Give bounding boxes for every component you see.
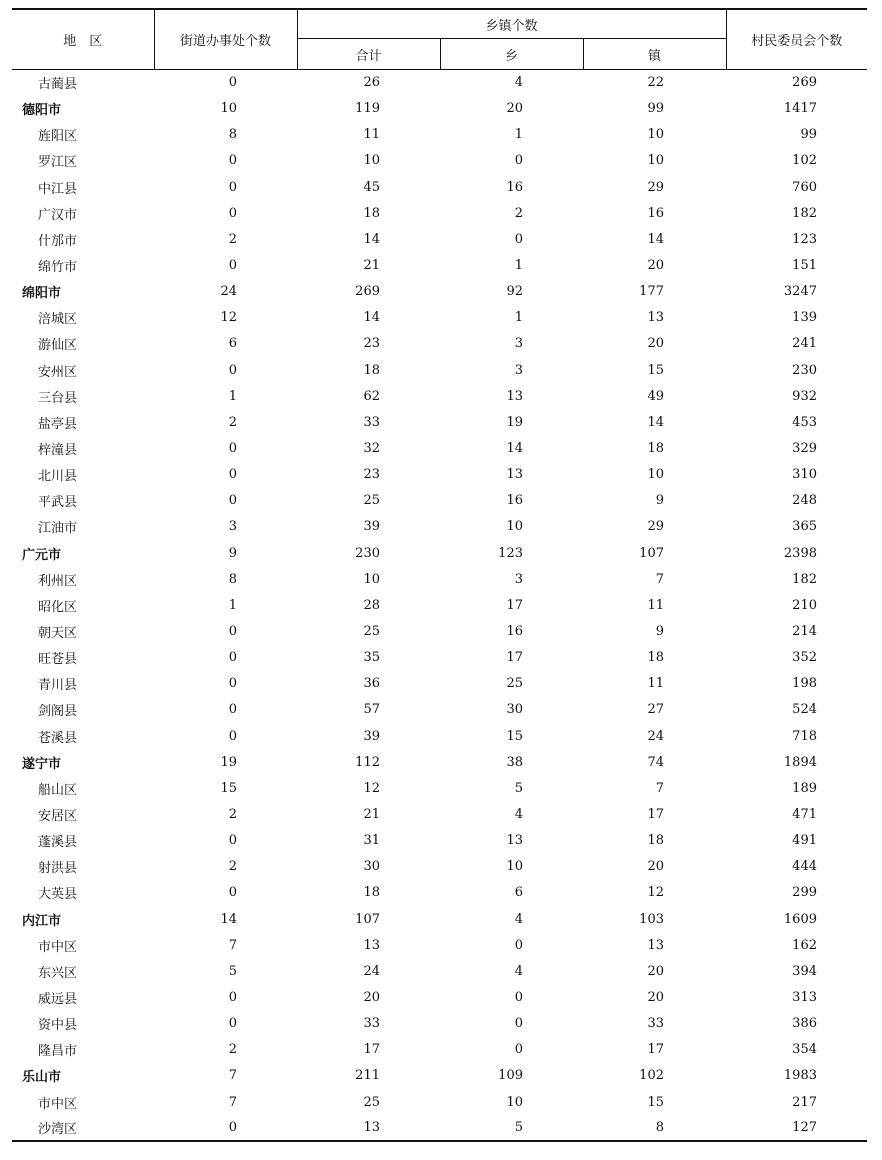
village-committee-count: 99 — [800, 127, 817, 143]
village-committee-count: 182 — [792, 571, 817, 587]
zhen-count: 20 — [647, 258, 664, 274]
township-total: 23 — [363, 467, 380, 483]
county-row — [12, 645, 867, 671]
xiang-count: 16 — [506, 179, 523, 195]
township-total: 21 — [363, 807, 380, 822]
county-row — [12, 305, 867, 331]
village-committee-count: 524 — [792, 702, 817, 718]
village-committee-count: 932 — [792, 388, 817, 404]
row-name: 绵阳市 — [22, 286, 62, 302]
township-total: 31 — [363, 833, 380, 849]
county-row — [12, 383, 867, 409]
zhen-count: 177 — [639, 284, 664, 300]
xiang-count: 13 — [506, 388, 523, 404]
row-name: 乐山市 — [22, 1070, 62, 1086]
village-committee-count: 127 — [726, 1115, 867, 1141]
township-total: 18 — [363, 205, 380, 221]
row-name: 什邡市 — [38, 233, 78, 249]
township-total: 45 — [363, 179, 380, 195]
street-office-count: 8 — [228, 571, 237, 587]
township-total: 18 — [363, 885, 380, 901]
row-name: 青川县 — [38, 678, 78, 694]
xiang-count: 4 — [514, 807, 523, 822]
village-committee-count: 329 — [792, 441, 817, 457]
statistics-table — [12, 8, 867, 1142]
county-row — [12, 148, 867, 174]
county-row — [12, 200, 867, 226]
xiang-count: 1 — [514, 258, 523, 274]
county-row — [12, 828, 867, 854]
xiang-count: 0 — [514, 1016, 523, 1032]
street-office-count: 2 — [228, 1042, 237, 1058]
city-row — [12, 1063, 867, 1089]
county-row — [12, 252, 867, 278]
xiang-count: 30 — [506, 702, 523, 718]
zhen-count: 11 — [647, 597, 664, 613]
zhen-count: 27 — [647, 702, 664, 718]
village-committee-count: 1894 — [783, 754, 817, 770]
village-committee-count: 1417 — [783, 101, 817, 117]
township-total: 17 — [363, 1042, 380, 1058]
xiang-count: 1 — [514, 310, 523, 326]
zhen-count: 17 — [647, 807, 664, 822]
street-office-count: 0 — [228, 833, 237, 849]
township-total: 33 — [363, 414, 380, 430]
street-office-count: 6 — [228, 336, 237, 352]
township-total: 28 — [363, 597, 380, 613]
zhen-count: 15 — [647, 1094, 664, 1110]
township-total: 25 — [363, 624, 380, 640]
county-row — [12, 984, 867, 1010]
county-row — [12, 357, 867, 383]
zhen-count: 11 — [647, 676, 664, 692]
row-name: 剑阁县 — [38, 704, 78, 720]
village-committee-count: 248 — [792, 493, 817, 509]
zhen-count: 103 — [639, 911, 664, 927]
row-name: 江油市 — [38, 521, 78, 537]
city-row — [12, 279, 867, 305]
xiang-count: 109 — [498, 1068, 523, 1084]
row-name: 船山区 — [38, 782, 78, 798]
row-name: 旌阳区 — [38, 129, 78, 145]
township-total: 230 — [355, 545, 380, 561]
street-office-count: 7 — [228, 1094, 237, 1110]
row-name: 东兴区 — [38, 965, 78, 981]
village-committee-count: 1609 — [783, 911, 817, 927]
village-committee-count: 230 — [792, 362, 817, 378]
header-street-offices: 街道办事处个数 — [154, 9, 297, 70]
village-committee-count: 313 — [792, 989, 817, 1005]
row-name: 盐亭县 — [38, 416, 78, 432]
row-name: 安居区 — [38, 809, 78, 824]
township-total: 30 — [363, 859, 380, 875]
city-row — [12, 749, 867, 775]
row-name: 利州区 — [38, 573, 78, 589]
village-committee-count: 189 — [792, 780, 817, 796]
zhen-count: 8 — [583, 1115, 726, 1141]
village-committee-count: 354 — [792, 1042, 817, 1058]
xiang-count: 5 — [440, 1115, 583, 1141]
row-name: 蓬溪县 — [38, 835, 78, 851]
city-row — [12, 96, 867, 122]
zhen-count: 24 — [647, 728, 664, 744]
street-office-count: 14 — [220, 911, 237, 927]
header-xiang: 乡 — [440, 39, 583, 70]
xiang-count: 1 — [514, 127, 523, 143]
village-committee-count: 214 — [792, 624, 817, 640]
zhen-count: 14 — [647, 231, 664, 247]
village-committee-count: 471 — [792, 807, 817, 822]
street-office-count: 0 — [228, 1016, 237, 1032]
row-name: 罗江区 — [38, 155, 78, 171]
row-name: 隆昌市 — [38, 1044, 78, 1060]
street-office-count: 2 — [228, 231, 237, 247]
header-townships: 乡镇个数 — [297, 9, 726, 39]
street-office-count: 2 — [228, 807, 237, 822]
row-name: 射洪县 — [38, 861, 78, 877]
table-body — [12, 70, 867, 1142]
zhen-count: 9 — [655, 624, 664, 640]
row-name: 遂宁市 — [22, 756, 62, 772]
zhen-count: 13 — [647, 937, 664, 953]
row-name: 市中区 — [38, 1096, 78, 1112]
township-total: 25 — [363, 493, 380, 509]
xiang-count: 16 — [506, 493, 523, 509]
street-office-count: 10 — [220, 101, 237, 117]
xiang-count: 3 — [514, 336, 523, 352]
xiang-count: 0 — [514, 989, 523, 1005]
township-total: 25 — [363, 1094, 380, 1110]
county-row — [12, 723, 867, 749]
xiang-count: 0 — [514, 1042, 523, 1058]
table-header — [12, 9, 867, 70]
xiang-count: 0 — [514, 153, 523, 169]
township-total: 18 — [363, 362, 380, 378]
village-committee-count: 444 — [792, 859, 817, 875]
township-total: 14 — [363, 310, 380, 326]
xiang-count: 0 — [514, 231, 523, 247]
zhen-count: 10 — [647, 467, 664, 483]
street-office-count: 2 — [228, 859, 237, 875]
village-committee-count: 1983 — [783, 1068, 817, 1084]
zhen-count: 9 — [655, 493, 664, 509]
county-row — [12, 226, 867, 252]
village-committee-count: 718 — [792, 728, 817, 744]
township-total: 39 — [363, 728, 380, 744]
zhen-count: 20 — [647, 336, 664, 352]
xiang-count: 2 — [514, 205, 523, 221]
county-row — [12, 775, 867, 801]
street-office-count: 0 — [228, 75, 237, 91]
xiang-count: 17 — [506, 650, 523, 666]
county-row — [12, 174, 867, 200]
row-name: 旺苍县 — [38, 652, 78, 668]
xiang-count: 13 — [506, 467, 523, 483]
county-row — [12, 70, 867, 96]
zhen-count: 10 — [647, 153, 664, 169]
zhen-count: 29 — [647, 519, 664, 535]
township-total: 21 — [363, 258, 380, 274]
row-name: 平武县 — [38, 495, 78, 511]
county-row — [12, 566, 867, 592]
street-office-count: 7 — [228, 1068, 237, 1084]
xiang-count: 3 — [514, 362, 523, 378]
village-committee-count: 352 — [792, 650, 817, 666]
county-row — [12, 122, 867, 148]
street-office-count: 12 — [220, 310, 237, 326]
row-name: 古蔺县 — [38, 77, 78, 93]
zhen-count: 7 — [655, 780, 664, 796]
village-committee-count: 151 — [792, 258, 817, 274]
zhen-count: 102 — [639, 1068, 664, 1084]
xiang-count: 15 — [506, 728, 523, 744]
village-committee-count: 453 — [792, 414, 817, 430]
xiang-count: 20 — [506, 101, 523, 117]
street-office-count: 2 — [228, 414, 237, 430]
xiang-count: 0 — [514, 937, 523, 953]
street-office-count: 19 — [220, 754, 237, 770]
county-row — [12, 409, 867, 435]
county-row — [12, 1011, 867, 1037]
zhen-count: 18 — [647, 650, 664, 666]
county-row — [12, 514, 867, 540]
zhen-count: 10 — [647, 127, 664, 143]
street-office-count: 7 — [228, 937, 237, 953]
village-committee-count: 3247 — [783, 284, 817, 300]
county-row — [12, 618, 867, 644]
zhen-count: 18 — [647, 441, 664, 457]
xiang-count: 4 — [514, 963, 523, 979]
county-row — [12, 435, 867, 461]
row-name: 安州区 — [38, 364, 78, 380]
row-name: 北川县 — [38, 469, 78, 485]
village-committee-count: 241 — [792, 336, 817, 352]
city-row — [12, 906, 867, 932]
village-committee-count: 182 — [792, 205, 817, 221]
xiang-count: 10 — [506, 519, 523, 535]
zhen-count: 107 — [639, 545, 664, 561]
street-office-count: 8 — [228, 127, 237, 143]
xiang-count: 123 — [498, 545, 523, 561]
township-total: 36 — [363, 676, 380, 692]
zhen-count: 74 — [647, 754, 664, 770]
township-total: 10 — [363, 571, 380, 587]
row-name: 苍溪县 — [38, 730, 78, 746]
xiang-count: 10 — [506, 859, 523, 875]
township-total: 107 — [355, 911, 380, 927]
village-committee-count: 102 — [792, 153, 817, 169]
township-total: 13 — [363, 937, 380, 953]
township-total: 62 — [363, 388, 380, 404]
township-total: 57 — [363, 702, 380, 718]
county-row — [12, 1115, 867, 1141]
village-committee-count: 162 — [792, 937, 817, 953]
township-total: 119 — [355, 101, 380, 117]
township-total: 10 — [363, 153, 380, 169]
street-office-count: 0 — [228, 441, 237, 457]
row-name: 三台县 — [38, 390, 78, 406]
street-office-count: 15 — [220, 780, 237, 796]
zhen-count: 49 — [647, 388, 664, 404]
village-committee-count: 491 — [792, 833, 817, 849]
village-committee-count: 269 — [792, 75, 817, 91]
township-total: 32 — [363, 441, 380, 457]
county-row — [12, 1089, 867, 1115]
zhen-count: 7 — [655, 571, 664, 587]
county-row — [12, 801, 867, 827]
township-total: 26 — [363, 75, 380, 91]
township-total: 13 — [297, 1115, 440, 1141]
xiang-count: 6 — [514, 885, 523, 901]
xiang-count: 4 — [514, 75, 523, 91]
street-office-count: 0 — [228, 493, 237, 509]
street-office-count: 0 — [228, 702, 237, 718]
village-committee-count: 123 — [792, 231, 817, 247]
row-name: 昭化区 — [38, 599, 78, 615]
zhen-count: 16 — [647, 205, 664, 221]
row-name: 中江县 — [38, 181, 78, 197]
street-office-count: 0 — [228, 650, 237, 666]
street-office-count: 0 — [154, 1115, 297, 1141]
county-row — [12, 592, 867, 618]
township-total: 33 — [363, 1016, 380, 1032]
xiang-count: 17 — [506, 597, 523, 613]
street-office-count: 1 — [228, 597, 237, 613]
county-row — [12, 854, 867, 880]
xiang-count: 10 — [506, 1094, 523, 1110]
township-total: 24 — [363, 963, 380, 979]
street-office-count: 0 — [228, 728, 237, 744]
county-row — [12, 331, 867, 357]
header-village-committees: 村民委员会个数 — [726, 9, 867, 70]
zhen-count: 33 — [647, 1016, 664, 1032]
street-office-count: 0 — [228, 258, 237, 274]
row-name: 涪城区 — [38, 312, 78, 328]
township-total: 20 — [363, 989, 380, 1005]
xiang-count: 38 — [506, 754, 523, 770]
village-committee-count: 217 — [792, 1094, 817, 1110]
header-zhen: 镇 — [583, 39, 726, 70]
county-row — [12, 932, 867, 958]
zhen-count: 20 — [647, 963, 664, 979]
xiang-count: 14 — [506, 441, 523, 457]
village-committee-count: 365 — [792, 519, 817, 535]
street-office-count: 0 — [228, 467, 237, 483]
header-region: 地 区 — [12, 9, 154, 70]
row-name: 威远县 — [38, 991, 78, 1007]
row-name: 德阳市 — [22, 103, 62, 119]
zhen-count: 20 — [647, 859, 664, 875]
village-committee-count: 386 — [792, 1016, 817, 1032]
xiang-count: 25 — [506, 676, 523, 692]
county-row — [12, 1037, 867, 1063]
city-row — [12, 540, 867, 566]
street-office-count: 0 — [228, 153, 237, 169]
xiang-count: 4 — [514, 911, 523, 927]
township-total: 35 — [363, 650, 380, 666]
township-total: 269 — [355, 284, 380, 300]
village-committee-count: 139 — [792, 310, 817, 326]
row-name: 市中区 — [38, 939, 78, 955]
row-name: 梓潼县 — [38, 443, 78, 459]
zhen-count: 22 — [647, 75, 664, 91]
street-office-count: 0 — [228, 676, 237, 692]
township-total: 14 — [363, 231, 380, 247]
street-office-count: 9 — [228, 545, 237, 561]
header-total: 合计 — [297, 39, 440, 70]
street-office-count: 1 — [228, 388, 237, 404]
street-office-count: 0 — [228, 989, 237, 1005]
street-office-count: 0 — [228, 885, 237, 901]
row-name: 内江市 — [22, 913, 62, 929]
township-total: 112 — [355, 754, 380, 770]
township-total: 39 — [363, 519, 380, 535]
street-office-count: 3 — [228, 519, 237, 535]
street-office-count: 0 — [228, 624, 237, 640]
xiang-count: 3 — [514, 571, 523, 587]
county-row — [12, 462, 867, 488]
township-total: 11 — [363, 127, 380, 143]
village-committee-count: 210 — [792, 597, 817, 613]
row-name: 广元市 — [22, 547, 62, 563]
zhen-count: 17 — [647, 1042, 664, 1058]
xiang-count: 13 — [506, 833, 523, 849]
row-name: 游仙区 — [38, 338, 78, 354]
street-office-count: 0 — [228, 362, 237, 378]
row-name: 绵竹市 — [38, 260, 78, 276]
xiang-count: 5 — [514, 780, 523, 796]
row-name: 沙湾区 — [12, 1115, 154, 1141]
township-total: 23 — [363, 336, 380, 352]
row-name: 广汉市 — [38, 207, 78, 223]
village-committee-count: 2398 — [783, 545, 817, 561]
row-name: 朝天区 — [38, 626, 78, 642]
zhen-count: 14 — [647, 414, 664, 430]
zhen-count: 20 — [647, 989, 664, 1005]
zhen-count: 12 — [647, 885, 664, 901]
row-name: 资中县 — [38, 1018, 78, 1034]
street-office-count: 0 — [228, 179, 237, 195]
county-row — [12, 671, 867, 697]
village-committee-count: 394 — [792, 963, 817, 979]
zhen-count: 18 — [647, 833, 664, 849]
street-office-count: 24 — [220, 284, 237, 300]
county-row — [12, 958, 867, 984]
village-committee-count: 310 — [792, 467, 817, 483]
county-row — [12, 880, 867, 906]
street-office-count: 0 — [228, 205, 237, 221]
zhen-count: 29 — [647, 179, 664, 195]
xiang-count: 92 — [506, 284, 523, 300]
township-total: 211 — [355, 1068, 380, 1084]
zhen-count: 99 — [647, 101, 664, 117]
village-committee-count: 299 — [792, 885, 817, 901]
xiang-count: 19 — [506, 414, 523, 430]
zhen-count: 13 — [647, 310, 664, 326]
village-committee-count: 198 — [792, 676, 817, 692]
xiang-count: 16 — [506, 624, 523, 640]
village-committee-count: 760 — [792, 179, 817, 195]
county-row — [12, 488, 867, 514]
county-row — [12, 697, 867, 723]
zhen-count: 15 — [647, 362, 664, 378]
street-office-count: 5 — [228, 963, 237, 979]
township-total: 12 — [363, 780, 380, 796]
row-name: 大英县 — [38, 887, 78, 903]
